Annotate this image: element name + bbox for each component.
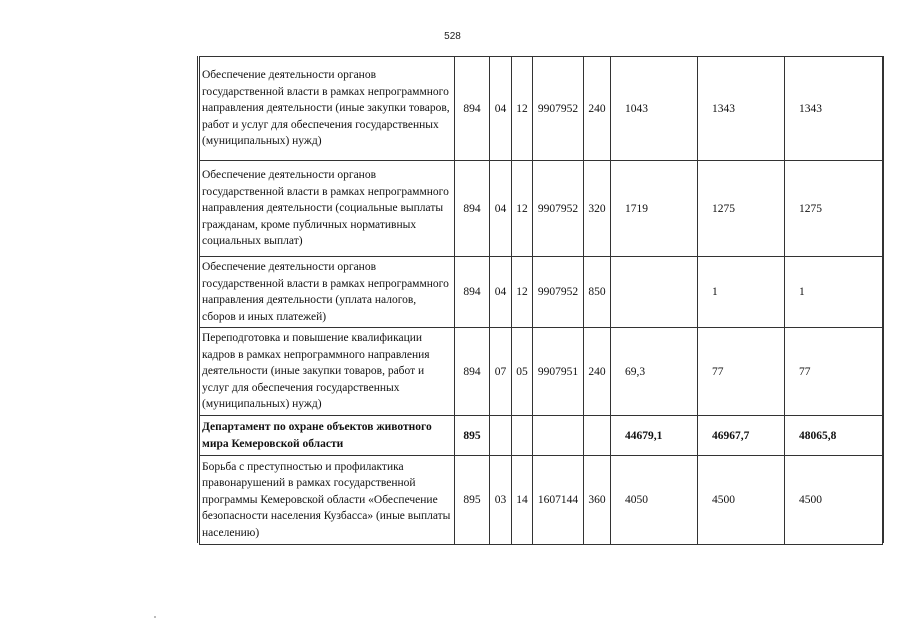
department-title: Департамент по охране объектов животного мира Кемеровской области	[200, 416, 455, 456]
cell-section: 07	[490, 328, 512, 416]
cell-ministry-code: 894	[455, 257, 490, 328]
cell-subsection: 12	[512, 57, 533, 161]
cell-value-1: 1043	[611, 57, 698, 161]
scan-speck	[154, 616, 156, 618]
page-number: 528	[444, 31, 461, 42]
table-outer-right-border	[883, 56, 884, 543]
cell-value-3: 1343	[785, 57, 883, 161]
row-description: Обеспечение деятельности органов государственной власти в рамках непрограммного направления деятельности (уплата налогов, сборов и иных платежей)	[200, 257, 455, 328]
row-description: Переподготовка и повышение квалификации кадров в рамках непрограммного направления деятельности (иные закупки товаров, работ и услуг для обеспечения государственных (муниципальных) нужд)	[200, 328, 455, 416]
cell-ministry-code: 894	[455, 328, 490, 416]
cell-expense-type: 320	[584, 161, 611, 257]
cell-value-3: 1	[785, 257, 883, 328]
cell-subsection: 05	[512, 328, 533, 416]
table-row	[200, 328, 883, 416]
cell-subsection: 14	[512, 456, 533, 545]
cell-expense-type: 240	[584, 57, 611, 161]
cell-expense-type: 240	[584, 328, 611, 416]
cell-expense-type	[584, 416, 611, 456]
cell-target-article: 1607144	[533, 456, 584, 545]
cell-value-1: 69,3	[611, 328, 698, 416]
cell-target-article	[533, 416, 584, 456]
cell-section: 04	[490, 57, 512, 161]
cell-target-article: 9907952	[533, 57, 584, 161]
cell-value-1: 4050	[611, 456, 698, 545]
cell-value-1	[611, 257, 698, 328]
table-row	[200, 57, 883, 161]
cell-value-3: 4500	[785, 456, 883, 545]
cell-subsection: 12	[512, 257, 533, 328]
cell-value-2: 46967,7	[698, 416, 785, 456]
cell-subsection	[512, 416, 533, 456]
cell-section: 04	[490, 161, 512, 257]
cell-ministry-code: 894	[455, 57, 490, 161]
table-row	[200, 456, 883, 545]
table-row-department	[200, 416, 883, 456]
cell-expense-type: 850	[584, 257, 611, 328]
cell-value-1: 1719	[611, 161, 698, 257]
cell-value-3: 77	[785, 328, 883, 416]
cell-value-3: 48065,8	[785, 416, 883, 456]
cell-value-2: 4500	[698, 456, 785, 545]
table-row	[200, 161, 883, 257]
cell-value-3: 1275	[785, 161, 883, 257]
budget-table	[199, 56, 883, 545]
cell-ministry-code: 895	[455, 456, 490, 545]
row-description: Борьба с преступностью и профилактика правонарушений в рамках государственной программы Кемеровской области «Обеспечение безопасности населения Кузбасса» (иные выплаты населению)	[200, 456, 455, 545]
cell-section: 03	[490, 456, 512, 545]
cell-value-2: 1343	[698, 57, 785, 161]
cell-value-2: 1	[698, 257, 785, 328]
cell-subsection: 12	[512, 161, 533, 257]
cell-value-2: 1275	[698, 161, 785, 257]
cell-ministry-code: 894	[455, 161, 490, 257]
table-outer-left-border	[197, 56, 198, 543]
cell-target-article: 9907952	[533, 257, 584, 328]
row-description: Обеспечение деятельности органов государственной власти в рамках непрограммного направления деятельности (иные закупки товаров, работ и услуг для обеспечения государственных (муниципальных) нужд)	[200, 57, 455, 161]
cell-section: 04	[490, 257, 512, 328]
cell-ministry-code: 895	[455, 416, 490, 456]
cell-value-1: 44679,1	[611, 416, 698, 456]
cell-section	[490, 416, 512, 456]
cell-value-2: 77	[698, 328, 785, 416]
row-description: Обеспечение деятельности органов государственной власти в рамках непрограммного направления деятельности (социальные выплаты гражданам, кроме публичных нормативных социальных выплат)	[200, 161, 455, 257]
cell-target-article: 9907952	[533, 161, 584, 257]
cell-target-article: 9907951	[533, 328, 584, 416]
table-row	[200, 257, 883, 328]
cell-expense-type: 360	[584, 456, 611, 545]
